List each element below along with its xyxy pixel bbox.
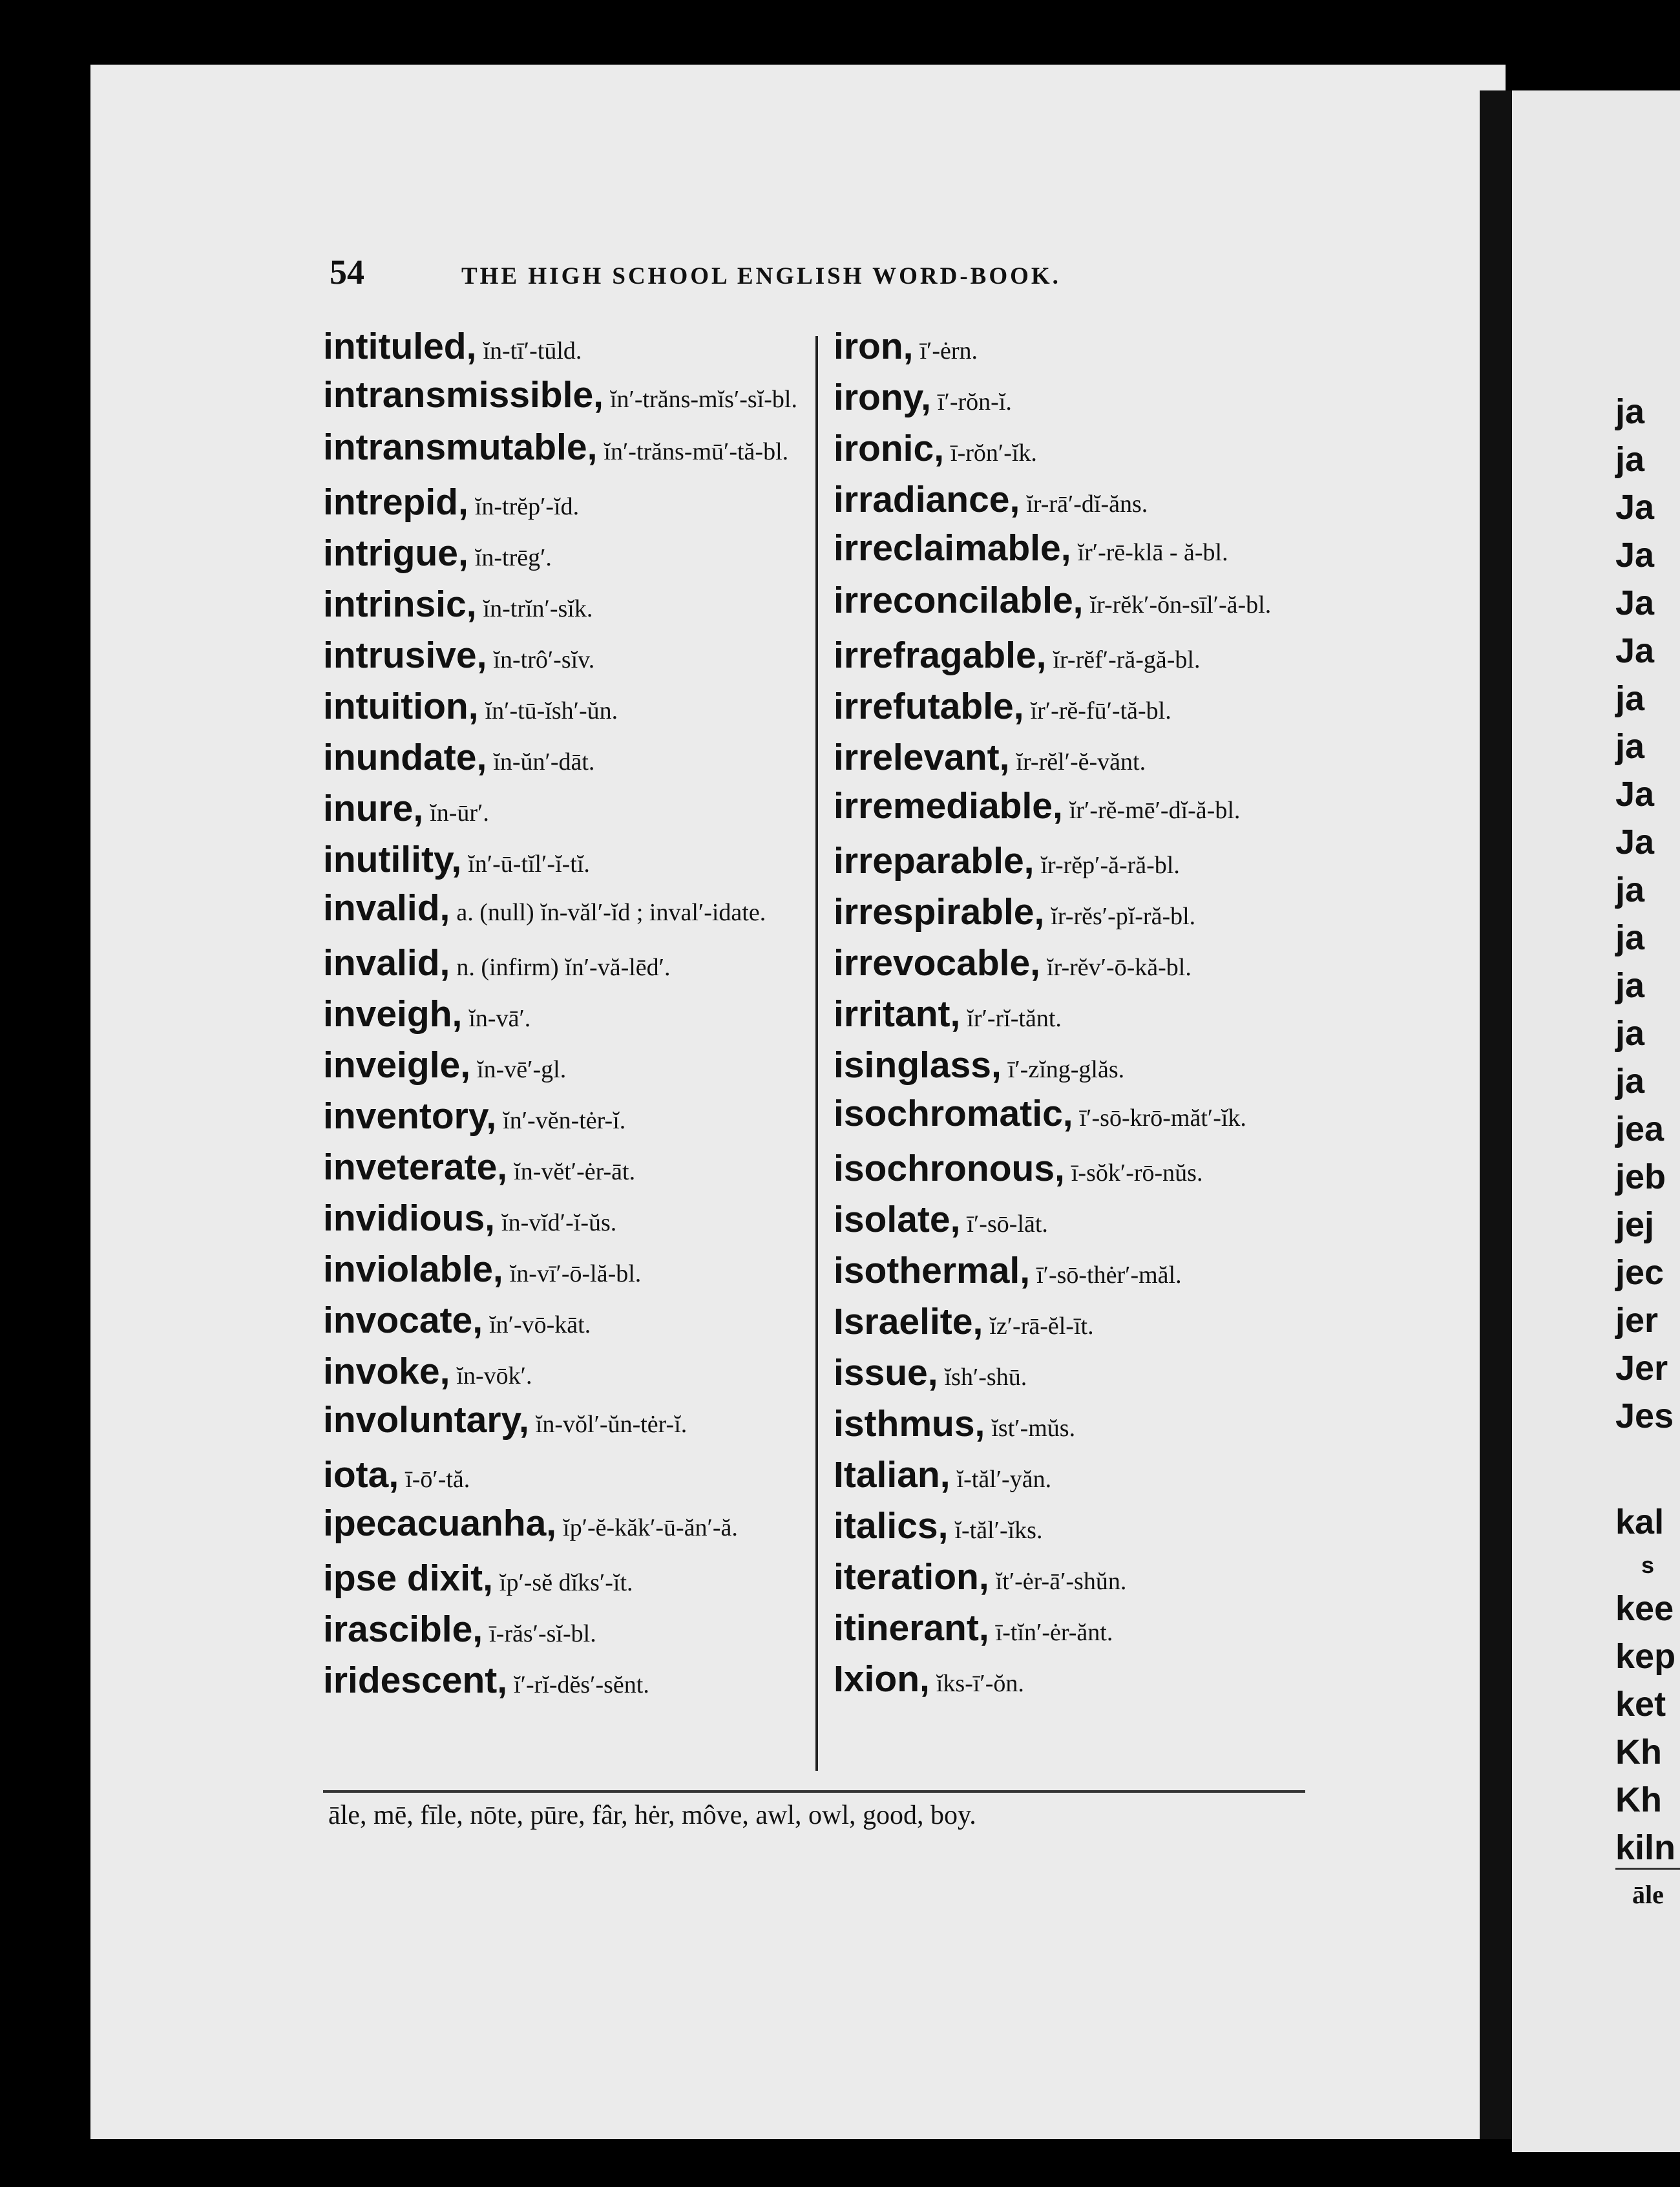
pronunciation: ĭsh′-shū.	[944, 1364, 1027, 1391]
dictionary-entry	[323, 734, 814, 785]
cropped-headword: jej	[1615, 1205, 1655, 1244]
dictionary-entry	[834, 683, 1344, 734]
dictionary-entry	[323, 1093, 814, 1144]
pronunciation: ī-sŏk′-rō-nŭs.	[1071, 1159, 1203, 1187]
headword: inundate,	[323, 737, 487, 778]
headword: invoke,	[323, 1351, 450, 1392]
cropped-headword: ket	[1615, 1685, 1666, 1724]
pronunciation: ĭz′-rā-ĕl-īt.	[989, 1313, 1094, 1340]
pronunciation: ĭn-vŏl′-ŭn-tėr-ĭ.	[535, 1411, 688, 1438]
dictionary-entry	[834, 1349, 1344, 1400]
headword: Italian,	[834, 1454, 950, 1495]
cropped-headword: ja	[1615, 440, 1645, 479]
footer-rule	[323, 1790, 1305, 1793]
cropped-headword: s	[1641, 1552, 1655, 1578]
dictionary-entry	[323, 1297, 814, 1348]
headword: isinglass,	[834, 1044, 1002, 1086]
cropped-headword: ja	[1615, 966, 1645, 1005]
headword: irascible,	[323, 1609, 483, 1650]
headword: irrevocable,	[834, 942, 1041, 984]
dictionary-entry	[834, 889, 1344, 940]
pronunciation: ĭks-ī′-ŏn.	[936, 1670, 1024, 1697]
headword: iota,	[323, 1454, 399, 1495]
cropped-headword: ja	[1615, 1014, 1645, 1053]
dictionary-entry	[834, 1247, 1344, 1298]
headword: intransmissible,	[323, 374, 604, 416]
cropped-headword: jeb	[1615, 1157, 1666, 1196]
dictionary-entry	[323, 632, 814, 683]
cropped-headword: Ja	[1615, 775, 1655, 814]
dictionary-entry	[323, 427, 814, 472]
headword: iteration,	[834, 1556, 989, 1598]
pronunciation: ī-tĭn′-ėr-ănt.	[995, 1619, 1113, 1646]
dictionary-entry	[834, 1605, 1344, 1656]
dictionary-entry	[323, 940, 814, 991]
dictionary-entry	[834, 476, 1344, 527]
dictionary-entry	[834, 1503, 1344, 1554]
cropped-headword: jer	[1615, 1301, 1659, 1340]
dictionary-entry	[834, 1452, 1344, 1503]
right-page-footer: āle	[1632, 1880, 1664, 1909]
pronunciation: ĭr-rĕf′-ră-gă-bl.	[1053, 646, 1201, 673]
page-header	[330, 252, 1195, 304]
pronunciation: ĭ′-rĭ-dĕs′-sĕnt.	[514, 1671, 649, 1698]
cropped-headword: jea	[1615, 1110, 1664, 1148]
headword: intrepid,	[323, 481, 468, 523]
dictionary-entry	[323, 374, 814, 420]
pronunciation: ĭn-vĭd′-ĭ-ŭs.	[501, 1209, 617, 1236]
headword: invalid,	[323, 942, 450, 984]
dictionary-entry	[323, 785, 814, 836]
dictionary-entry	[323, 323, 814, 374]
headword: issue,	[834, 1352, 938, 1393]
dictionary-entry	[834, 991, 1344, 1042]
cropped-headword: ja	[1615, 918, 1645, 957]
pronunciation: ĭr′-rĭ-tănt.	[967, 1005, 1062, 1032]
dictionary-entry	[323, 581, 814, 632]
headword: Ixion,	[834, 1658, 930, 1700]
headword: irrefutable,	[834, 686, 1024, 727]
column-divider	[815, 336, 818, 1771]
running-title: THE HIGH SCHOOL ENGLISH WORD-BOOK.	[461, 263, 1061, 290]
pronunciation: ĭn-trô′-sĭv.	[493, 646, 595, 673]
headword: inure,	[323, 788, 424, 829]
right-page-fragments	[1615, 388, 1675, 1872]
pronunciation: ī′-ėrn.	[919, 337, 978, 364]
pronunciation: ī′-rŏn-ĭ.	[937, 388, 1012, 416]
pronunciation: ĭn-vĕt′-ėr-āt.	[514, 1158, 636, 1185]
dictionary-entry	[323, 479, 814, 530]
dictionary-entry	[834, 1656, 1344, 1707]
dictionary-entry	[323, 1657, 814, 1708]
dictionary-entry	[834, 838, 1344, 889]
dictionary-entry	[834, 1042, 1344, 1093]
headword: irrelevant,	[834, 737, 1010, 778]
pronunciation: ĭn′-trăns-mĭs′-sĭ-bl.	[610, 386, 797, 413]
right-page-rule	[1615, 1868, 1680, 1870]
cropped-headword: ja	[1615, 727, 1645, 766]
cropped-headword: Ja	[1615, 584, 1655, 622]
pronunciation: ĭr-rĕs′-pĭ-ră-bl.	[1051, 903, 1196, 930]
pronunciation: ī′-sō-thėr′-măl.	[1036, 1262, 1182, 1289]
headword: invalid,	[323, 887, 450, 929]
headword: irreclaimable,	[834, 527, 1071, 569]
pronunciation: ĭr-rĕv′-ō-kă-bl.	[1047, 954, 1192, 981]
dictionary-entry	[834, 1196, 1344, 1247]
pronunciation: ī-ō′-tă.	[405, 1466, 470, 1493]
dictionary-entry	[323, 1246, 814, 1297]
headword: intrinsic,	[323, 584, 477, 625]
pronunciation: ĭn′-ū-tĭl′-ĭ-tĭ.	[468, 850, 590, 878]
pronunciation: ĭn-vī′-ō-lă-bl.	[509, 1260, 642, 1287]
pronunciation: ĭr′-rĕ-mē′-dĭ-ă-bl.	[1069, 797, 1241, 824]
dictionary-entry	[323, 1195, 814, 1246]
dictionary-entry	[323, 683, 814, 734]
headword: isochronous,	[834, 1148, 1065, 1189]
pronunciation: ī-răs′-sĭ-bl.	[489, 1620, 596, 1647]
pronunciation: ĭn-vā′.	[468, 1005, 531, 1032]
pronunciation: ĭn′-tū-ĭsh′-ŭn.	[485, 697, 618, 724]
cropped-headword: kep	[1615, 1637, 1676, 1676]
page-number: 54	[330, 253, 364, 291]
cropped-headword: Ja	[1615, 488, 1655, 527]
dictionary-entry	[323, 1452, 814, 1503]
headword: isthmus,	[834, 1403, 985, 1444]
pronunciation: ĭr-rĕk′-ŏn-sīl′-ă-bl.	[1089, 591, 1272, 618]
headword: invidious,	[323, 1198, 496, 1239]
dictionary-entry	[323, 1042, 814, 1093]
cropped-headword: Jes	[1615, 1397, 1674, 1435]
headword: intituled,	[323, 326, 477, 367]
cropped-headword: ja	[1615, 1062, 1645, 1101]
dictionary-entry	[834, 1298, 1344, 1349]
cropped-headword: Ja	[1615, 536, 1655, 575]
pronunciation: ī-rŏn′-ĭk.	[950, 439, 1037, 467]
dictionary-entry	[323, 1144, 814, 1195]
pronunciation: ĭr′-rē-klā - ă-bl.	[1077, 539, 1228, 566]
dictionary-entry	[323, 887, 814, 933]
pronunciation: ĭn-trĕp′-ĭd.	[474, 493, 580, 520]
pronunciation: ĭn-ŭn′-dāt.	[493, 748, 595, 776]
pronunciation: ĭn′-trăns-mū′-tă-bl.	[604, 438, 789, 465]
pronunciation: ĭn-trēg′.	[474, 544, 552, 571]
pronunciation: ĭr-rĕp′-ă-ră-bl.	[1040, 852, 1180, 879]
dictionary-entry	[834, 1145, 1344, 1196]
dictionary-entry	[323, 530, 814, 581]
cropped-headword: Ja	[1615, 631, 1655, 670]
dictionary-entry	[834, 1554, 1344, 1605]
dictionary-entry	[323, 1555, 814, 1606]
headword: inventory,	[323, 1095, 497, 1137]
pronunciation: ī′-sō-lāt.	[967, 1210, 1048, 1238]
dictionary-entry	[323, 1399, 814, 1445]
pronunciation: ĭt′-ėr-ā′-shŭn.	[995, 1568, 1127, 1595]
headword: intrusive,	[323, 635, 487, 676]
headword: inutility,	[323, 839, 462, 880]
cropped-headword: Jer	[1615, 1349, 1668, 1388]
pronunciation: ĭr-rĕl′-ĕ-vănt.	[1016, 748, 1146, 776]
headword: irreparable,	[834, 840, 1034, 882]
headword: inviolable,	[323, 1249, 503, 1290]
left-entry-column	[323, 323, 814, 1708]
dictionary-entry	[834, 1400, 1344, 1452]
headword: isochromatic,	[834, 1093, 1073, 1134]
pronunciation-key: āle, mē, fīle, nōte, pūre, fâr, hėr, môve, awl, owl, good, boy.	[328, 1801, 976, 1830]
cropped-headword: ja	[1615, 679, 1645, 718]
pronunciation: ĭn-tī′-tūld.	[483, 337, 582, 364]
headword: involuntary,	[323, 1399, 529, 1441]
dictionary-entry	[323, 1348, 814, 1399]
pronunciation: ī′-zĭng-glăs.	[1007, 1056, 1125, 1083]
headword: irrefragable,	[834, 635, 1047, 676]
pronunciation: ĭ-tăl′-yăn.	[956, 1466, 1052, 1493]
pronunciation: ĭst′-mŭs.	[991, 1415, 1076, 1442]
headword: ipse dixit,	[323, 1558, 493, 1599]
headword: iridescent,	[323, 1660, 508, 1701]
pronunciation: ĭn′-vō-kāt.	[489, 1311, 591, 1338]
dictionary-entry	[323, 836, 814, 887]
cropped-headword: Kh	[1615, 1780, 1662, 1819]
headword: Israelite,	[834, 1301, 983, 1342]
pronunciation: ĭn-trĭn′-sĭk.	[483, 595, 593, 622]
headword: inveigh,	[323, 993, 463, 1035]
dictionary-entry	[834, 527, 1344, 573]
book-gutter	[1480, 90, 1512, 2139]
pronunciation: ĭn-vōk′.	[456, 1362, 532, 1389]
pronunciation: ĭr-rā′-dĭ-ăns.	[1026, 491, 1148, 518]
headword: inveterate,	[323, 1146, 508, 1188]
headword: intuition,	[323, 686, 479, 727]
cropped-headword: ja	[1615, 392, 1645, 431]
pronunciation: ĭn-ūr′.	[430, 799, 489, 827]
pronunciation: ĭ-tăl′-ĭks.	[954, 1517, 1043, 1544]
dictionary-entry	[323, 1606, 814, 1657]
cropped-headword: kiln	[1615, 1828, 1676, 1867]
headword: inveigle,	[323, 1044, 471, 1086]
dictionary-entry	[834, 734, 1344, 785]
dictionary-entry	[323, 991, 814, 1042]
dictionary-entry	[834, 940, 1344, 991]
dictionary-entry	[834, 785, 1344, 831]
headword: irrespirable,	[834, 891, 1045, 933]
pronunciation: ĭn-vē′-gl.	[477, 1056, 567, 1083]
cropped-headword: Kh	[1615, 1733, 1662, 1771]
dictionary-entry	[323, 1503, 814, 1548]
right-entry-column	[834, 323, 1344, 1707]
dictionary-entry	[834, 374, 1344, 425]
headword: intransmutable,	[323, 427, 598, 468]
headword: ipecacuanha,	[323, 1503, 557, 1544]
dictionary-entry	[834, 425, 1344, 476]
pronunciation: ī′-sō-krō-măt′-ĭk.	[1079, 1104, 1246, 1132]
headword: iron,	[834, 326, 914, 367]
headword: itinerant,	[834, 1607, 989, 1649]
headword: isolate,	[834, 1199, 961, 1240]
pronunciation: a. (null) ĭn-văl′-ĭd ; inval′-idate.	[456, 899, 766, 926]
dictionary-entry	[834, 580, 1344, 626]
headword: irremediable,	[834, 785, 1063, 827]
dictionary-entry	[834, 632, 1344, 683]
headword: ironic,	[834, 428, 945, 469]
pronunciation: n. (infirm) ĭn′-vă-lēd′.	[456, 954, 671, 981]
cropped-headword: kee	[1615, 1589, 1674, 1628]
cropped-headword: kal	[1615, 1503, 1664, 1541]
cropped-headword: ja	[1615, 871, 1645, 909]
pronunciation: ĭp′-ĕ-kăk′-ū-ăn′-ă.	[563, 1514, 738, 1541]
headword: intrigue,	[323, 533, 468, 574]
pronunciation: ĭr′-rĕ-fū′-tă-bl.	[1030, 697, 1171, 724]
headword: invocate,	[323, 1300, 483, 1341]
dictionary-entry	[834, 323, 1344, 374]
headword: isothermal,	[834, 1250, 1031, 1291]
headword: irritant,	[834, 993, 961, 1035]
cropped-headword: jec	[1615, 1253, 1664, 1292]
headword: italics,	[834, 1505, 949, 1547]
dictionary-entry	[834, 1093, 1344, 1139]
pronunciation: ĭp′-sĕ dĭks′-ĭt.	[499, 1569, 633, 1596]
pronunciation: ĭn′-vĕn-tėr-ĭ.	[503, 1107, 626, 1134]
headword: irradiance,	[834, 479, 1020, 520]
cropped-headword: Ja	[1615, 823, 1655, 861]
headword: irreconcilable,	[834, 580, 1084, 621]
headword: irony,	[834, 377, 931, 418]
